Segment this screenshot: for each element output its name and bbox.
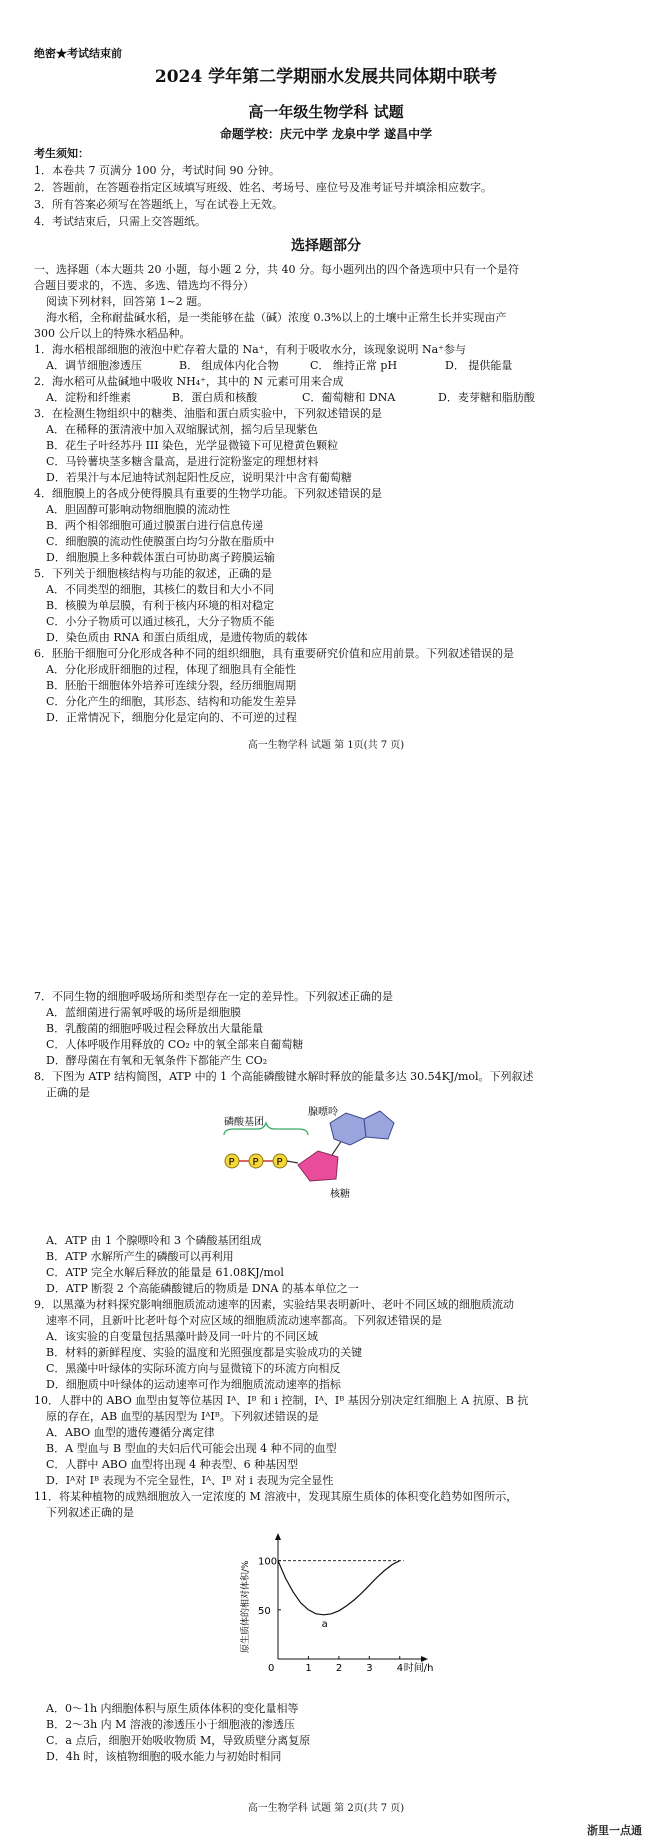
option-c: C．细胞膜的流动性使膜蛋白均匀分散在脂质中 xyxy=(46,535,275,548)
option-d: D．酵母菌在有氧和无氧条件下都能产生 CO₂ xyxy=(46,1054,268,1067)
option-a: A．ATP 由 1 个腺嘌呤和 3 个磷酸基团组成 xyxy=(46,1234,262,1247)
phosphate-letter: P xyxy=(252,1157,259,1168)
y-tick-label: 50 xyxy=(258,1605,271,1617)
question-stem: 6．胚胎干细胞可分化形成各种不同的组织细胞，具有重要研究价值和应用前景。下列叙述错误的是 xyxy=(34,647,514,660)
option-a: A．在稀释的蛋清液中加入双缩脲试剂，摇匀后呈现紫色 xyxy=(46,423,318,436)
y-axis-label: 原生质体的相对体积/% xyxy=(241,1560,251,1653)
option-a: A．该实验的自变量包括黑藻叶龄及同一叶片的不同区域 xyxy=(46,1330,318,1343)
option-c: C．葡萄糖和 DNA xyxy=(302,391,396,404)
option-c: C．黑藻中叶绿体的实际环流方向与显微镜下的环流方向相反 xyxy=(46,1362,341,1375)
notice-heading: 考生须知： xyxy=(34,147,89,160)
notice-item: 2．答题前，在答题卷指定区域填写班级、姓名、考场号、座位号及准考证号并填涂相应数字。 xyxy=(34,181,492,194)
option-d: D． 提供能量 xyxy=(445,359,513,372)
adenine-label: 腺嘌呤 xyxy=(308,1107,338,1118)
protoplast-volume-chart xyxy=(236,1523,436,1683)
part1-intro: 一、选择题（本大题共 20 小题，每小题 2 分，共 40 分。每小题列出的四个备选项中只有一个是符 xyxy=(34,263,519,276)
option-a: A．ABO 血型的遗传遵循分离定律 xyxy=(46,1426,215,1439)
option-a: A．不同类型的细胞，其核仁的数目和大小不同 xyxy=(46,583,274,596)
option-d: D．麦芽糖和脂肪酸 xyxy=(438,391,535,404)
question-stem: 9．以黑藻为材料探究影响细胞质流动速率的因素，实验结果表明新叶、老叶不同区域的细胞质流动 xyxy=(34,1298,514,1311)
option-a: A．蓝细菌进行需氧呼吸的场所是细胞膜 xyxy=(46,1006,241,1019)
notice-item: 1．本卷共 7 页满分 100 分，考试时间 90 分钟。 xyxy=(34,164,280,177)
exam-title: 2024 学年第二学期丽水发展共同体期中联考 xyxy=(154,67,498,87)
exam-subtitle: 高一年级生物学科 试题 xyxy=(248,103,404,121)
page-footer: 高一生物学科 试题 第 1页(共 7 页) xyxy=(247,740,405,751)
x-tick-label: 3 xyxy=(366,1663,373,1674)
x-tick-label: 0 xyxy=(268,1663,275,1674)
option-d: D．细胞质中叶绿体的运动速率可作为细胞质流动速率的指标 xyxy=(46,1378,341,1391)
question-stem: 1．海水稻根部细胞的液泡中贮存着大量的 Na⁺，有利于吸收水分，该现象说明 Na⁺参与 xyxy=(34,343,466,356)
watermark: 浙里一点通 xyxy=(587,1824,642,1837)
secret-tag: 绝密★考试结束前 xyxy=(34,47,122,60)
option-b: B．材料的新鲜程度、实验的温度和光照强度都是实验成功的关键 xyxy=(46,1346,363,1359)
reading-material: 300 公斤以上的特殊水稻品种。 xyxy=(34,327,191,340)
option-d: D．Iᴬ对 Iᴮ 表现为不完全显性，Iᴬ、Iᴮ 对 i 表现为完全显性 xyxy=(46,1474,334,1487)
option-b: B．蛋白质和核酸 xyxy=(172,391,258,404)
question-stem: 7．不同生物的细胞呼吸场所和类型存在一定的差异性。下列叙述正确的是 xyxy=(34,990,393,1003)
question-stem: 下列叙述正确的是 xyxy=(46,1506,134,1519)
question-stem: 4．细胞膜上的各成分使得膜具有重要的生物学功能。下列叙述错误的是 xyxy=(34,487,382,500)
question-stem: 原的存在，AB 血型的基因型为 IᴬIᴮ。下列叙述错误的是 xyxy=(46,1410,319,1423)
question-stem: 正确的是 xyxy=(46,1086,90,1099)
page-2 xyxy=(0,985,652,1842)
option-d: D．正常情况下，细胞分化是定向的、不可逆的过程 xyxy=(46,711,297,724)
adenine-pentagon xyxy=(364,1111,394,1139)
option-d: D．4h 时，该植物细胞的吸水能力与初始时相同 xyxy=(46,1750,282,1763)
question-stem: 3．在检测生物组织中的糖类、油脂和蛋白质实验中，下列叙述错误的是 xyxy=(34,407,382,420)
option-c: C． 维持正常 pH xyxy=(310,359,398,372)
phosphate-label: 磷酸基团 xyxy=(224,1117,264,1128)
ribose-pentagon xyxy=(298,1151,338,1181)
option-b: B．2～3h 内 M 溶液的渗透压小于细胞液的渗透压 xyxy=(46,1718,295,1731)
ester-bond xyxy=(287,1161,298,1163)
question-stem: 11．将某种植物的成熟细胞放入一定浓度的 M 溶液中，发现其原生质体的体积变化趋势如图所示， xyxy=(34,1490,518,1503)
x-tick-label: 4 xyxy=(396,1663,404,1674)
question-stem: 速率不同，且新叶比老叶每个对应区域的细胞质流动速率都高。下列叙述错误的是 xyxy=(46,1314,442,1327)
option-b: B．胚胎干细胞体外培养可连续分裂，经历细胞周期 xyxy=(46,679,297,692)
option-c: C．小分子物质可以通过核孔，大分子物质不能 xyxy=(46,615,275,628)
option-d: D．染色质由 RNA 和蛋白质组成，是遗传物质的载体 xyxy=(46,631,308,644)
page-footer: 高一生物学科 试题 第 2页(共 7 页) xyxy=(247,1803,405,1814)
atp-structure-figure xyxy=(218,1101,428,1229)
option-c: C．人体呼吸作用释放的 CO₂ 中的氧全部来自葡萄糖 xyxy=(46,1038,304,1051)
option-c: C．ATP 完全水解后释放的能量是 61.08KJ/mol xyxy=(46,1266,284,1279)
option-d: D．若果汁与本尼迪特试剂起阳性反应，说明果汁中含有葡萄糖 xyxy=(46,471,352,484)
option-b: B．核膜为单层膜，有利于核内环境的相对稳定 xyxy=(46,599,275,612)
y-tick-label: 100 xyxy=(258,1556,278,1568)
option-b: B．ATP 水解所产生的磷酸可以再利用 xyxy=(46,1250,234,1263)
option-b: B．A 型血与 B 型血的夫妇后代可能会出现 4 种不同的血型 xyxy=(46,1442,337,1455)
reading-instruction: 阅读下列材料，回答第 1~2 题。 xyxy=(46,295,209,308)
point-a-label: a xyxy=(321,1618,328,1630)
question-stem: 5．下列关于细胞核结构与功能的叙述，正确的是 xyxy=(34,567,272,580)
option-a: A．调节细胞渗透压 xyxy=(46,359,142,372)
option-a: A．分化形成肝细胞的过程，体现了细胞具有全能性 xyxy=(46,663,296,676)
option-b: B．两个相邻细胞可通过膜蛋白进行信息传递 xyxy=(46,519,264,532)
option-c: C．马铃薯块茎多糖含量高，是进行淀粉鉴定的理想材料 xyxy=(46,455,319,468)
option-a: A．淀粉和纤维素 xyxy=(46,391,131,404)
x-tick-label: 1 xyxy=(305,1663,312,1674)
option-d: D．ATP 断裂 2 个高能磷酸键后的物质是 DNA 的基本单位之一 xyxy=(46,1282,359,1295)
notice-item: 4．考试结束后，只需上交答题纸。 xyxy=(34,215,206,228)
part1-intro: 合题目要求的，不选、多选、错选均不得分） xyxy=(34,279,254,292)
option-c: C．a 点后，细胞开始吸收物质 M，导致质壁分离复原 xyxy=(46,1734,311,1747)
question-stem: 2．海水稻可从盐碱地中吸收 NH₄⁺，其中的 N 元素可用来合成 xyxy=(34,375,344,388)
option-c: C．分化产生的细胞，其形态、结构和功能发生差异 xyxy=(46,695,297,708)
x-tick-label: 2 xyxy=(335,1663,343,1674)
section-title: 选择题部分 xyxy=(291,238,361,254)
phosphate-letter: P xyxy=(228,1157,235,1168)
protoplast-volume-line xyxy=(278,1561,400,1615)
ribose-label: 核糖 xyxy=(330,1189,350,1200)
y-axis-arrow xyxy=(275,1533,281,1540)
reading-material: 海水稻，全称耐盐碱水稻，是一类能够在盐（碱）浓度 0.3%以上的土壤中正常生长并实现亩产 xyxy=(46,311,507,324)
option-b: B． 组成体内化合物 xyxy=(179,359,279,372)
option-c: C．人群中 ABO 血型将出现 4 种表型、6 种基因型 xyxy=(46,1458,299,1471)
option-d: D．细胞膜上多种载体蛋白可协助离子跨膜运输 xyxy=(46,551,275,564)
x-axis-arrow xyxy=(421,1656,428,1662)
x-axis-label: 时间/h xyxy=(403,1663,434,1674)
option-b: B．花生子叶经苏丹 III 染色，光学显微镜下可见橙黄色颗粒 xyxy=(46,439,339,452)
option-a: A．胆固醇可影响动物细胞膜的流动性 xyxy=(46,503,230,516)
option-a: A．0～1h 内细胞体积与原生质体体积的变化量相等 xyxy=(46,1702,299,1715)
exam-schools: 命题学校：庆元中学 龙泉中学 遂昌中学 xyxy=(219,127,433,141)
notice-item: 3．所有答案必须写在答题纸上，写在试卷上无效。 xyxy=(34,198,283,211)
phosphate-letter: P xyxy=(276,1157,283,1168)
question-stem: 8．下图为 ATP 结构简图，ATP 中的 1 个高能磷酸键水解时释放的能量多达 30.54KJ/mol。下列叙述 xyxy=(34,1070,534,1083)
question-stem: 10．人群中的 ABO 血型由复等位基因 Iᴬ、Iᴮ 和 i 控制，Iᴬ、Iᴮ 基因分别决定红细胞上 A 抗原、B 抗 xyxy=(34,1394,529,1407)
option-b: B．乳酸菌的细胞呼吸过程会释放出大量能量 xyxy=(46,1022,264,1035)
